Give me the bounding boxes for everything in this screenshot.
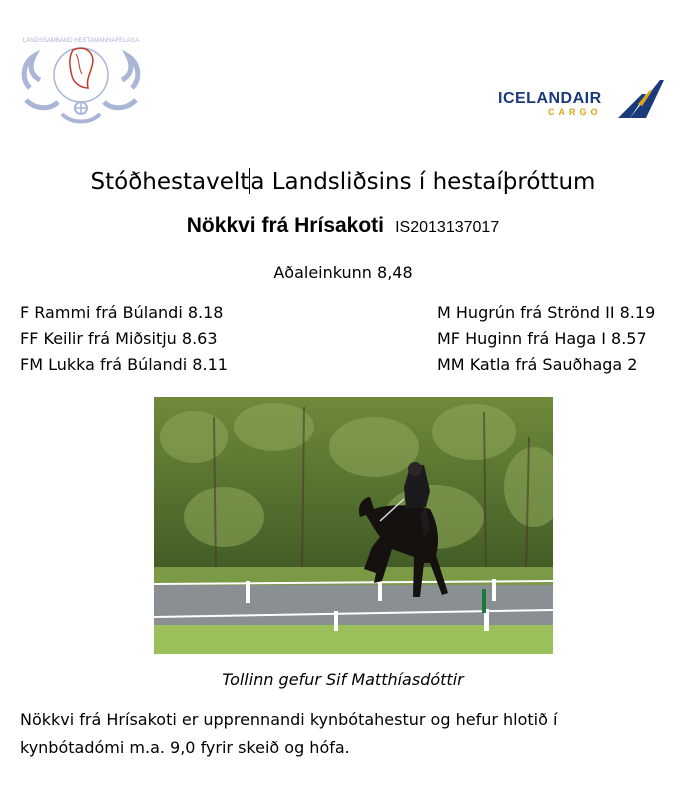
horse-photo (154, 397, 553, 654)
horse-heading (0, 214, 686, 238)
photo-caption: Tollinn gefur Sif Matthíasdóttir (222, 670, 464, 689)
page-title (0, 168, 686, 195)
description-paragraph: Nökkvi frá Hrísakoti er upprennandi kynbótahestur og hefur hlotið í kynbótadómi m.a. 9,0 fyrir skeið og hófa. (20, 710, 558, 757)
icelandair-wordmark: ICELANDAIR (498, 90, 602, 107)
landssamband-logo (16, 30, 146, 130)
main-score: Aðaleinkunn 8,48 (273, 263, 413, 282)
title-part-2: a Landsliðsins í hestaíþróttum (250, 169, 596, 195)
pedigree-sire-side (20, 300, 228, 378)
pedigree-dam-side (437, 300, 655, 378)
pedigree-line: MF Huginn frá Haga I 8.57 (437, 329, 647, 348)
pedigree-line: F Rammi frá Búlandi 8.18 (20, 303, 224, 322)
icelandair-tail-icon (616, 78, 664, 120)
icelandair-cargo-logo (498, 78, 668, 120)
horse-name: Nökkvi frá Hrísakoti (186, 214, 385, 237)
pedigree-line: MM Katla frá Sauðhaga 2 (437, 355, 638, 374)
cargo-wordmark: CARGO (548, 107, 602, 117)
horse-id: IS2013137017 (395, 219, 500, 236)
pedigree-line: M Hugrún frá Strönd II 8.19 (437, 303, 656, 322)
landssamband-logo-text: LANDSSAMBAND HESTAMANNAFELAGA (22, 38, 140, 44)
pedigree-line: FM Lukka frá Búlandi 8.11 (20, 355, 228, 374)
title-part-1: Stóðhestavelt (90, 169, 250, 195)
pedigree-line: FF Keilir frá Miðsitju 8.63 (20, 329, 218, 348)
